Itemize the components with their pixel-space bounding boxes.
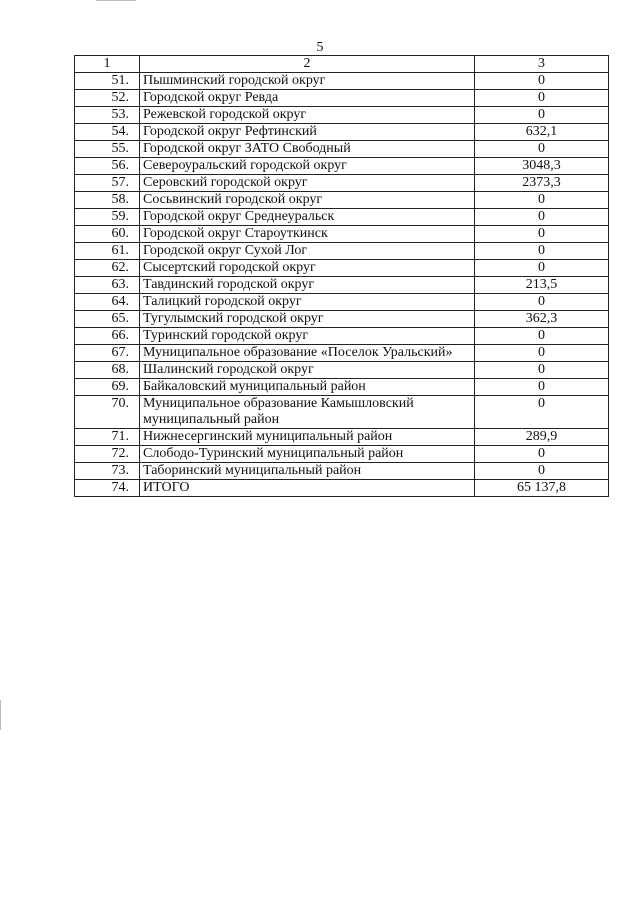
municipality-name-cell: Шалинский городской округ — [140, 362, 475, 379]
table-row — [75, 294, 609, 311]
page-number: 5 — [316, 40, 324, 55]
municipality-name-cell: Нижнесергинский муниципальный район — [140, 429, 475, 446]
table-row — [75, 124, 609, 141]
row-number-cell: 63. — [75, 277, 140, 294]
row-number-cell: 70. — [75, 396, 140, 429]
row-number-cell: 59. — [75, 209, 140, 226]
value-cell: 0 — [475, 90, 609, 107]
row-number-cell: 58. — [75, 192, 140, 209]
row-number-cell: 65. — [75, 311, 140, 328]
municipality-name-cell: Режевской городской округ — [140, 107, 475, 124]
table-row — [75, 73, 609, 90]
municipality-name-cell: Сосьвинский городской округ — [140, 192, 475, 209]
municipality-name-cell: Слободо-Туринский муниципальный район — [140, 446, 475, 463]
table-row — [75, 175, 609, 192]
row-number-cell: 51. — [75, 73, 140, 90]
value-cell: 0 — [475, 192, 609, 209]
table-row — [75, 396, 609, 429]
header-cell-value: 3 — [475, 56, 609, 73]
header-cell-num: 1 — [75, 56, 140, 73]
table-header-row — [75, 56, 609, 73]
row-number-cell: 68. — [75, 362, 140, 379]
value-cell: 0 — [475, 446, 609, 463]
row-number-cell: 74. — [75, 480, 140, 497]
municipality-name-cell: Тавдинский городской округ — [140, 277, 475, 294]
municipality-name-cell: Сысертский городской округ — [140, 260, 475, 277]
value-cell: 0 — [475, 141, 609, 158]
data-table — [74, 55, 609, 497]
value-cell: 0 — [475, 379, 609, 396]
value-cell: 632,1 — [475, 124, 609, 141]
table-row — [75, 429, 609, 446]
municipality-name-cell: Таборинский муниципальный район — [140, 463, 475, 480]
value-cell: 65 137,8 — [475, 480, 609, 497]
table-row — [75, 260, 609, 277]
row-number-cell: 62. — [75, 260, 140, 277]
table-row — [75, 480, 609, 497]
value-cell: 0 — [475, 73, 609, 90]
value-cell: 0 — [475, 107, 609, 124]
table-row — [75, 379, 609, 396]
municipality-name-cell: Пышминский городской округ — [140, 73, 475, 90]
municipality-name-cell: Талицкий городской округ — [140, 294, 475, 311]
row-number-cell: 57. — [75, 175, 140, 192]
row-number-cell: 66. — [75, 328, 140, 345]
value-cell: 0 — [475, 345, 609, 362]
table-row — [75, 158, 609, 175]
value-cell: 0 — [475, 328, 609, 345]
value-cell: 0 — [475, 260, 609, 277]
table-row — [75, 328, 609, 345]
scan-artifact — [96, 0, 136, 1]
row-number-cell: 53. — [75, 107, 140, 124]
value-cell: 0 — [475, 243, 609, 260]
scan-artifact — [0, 700, 1, 730]
row-number-cell: 60. — [75, 226, 140, 243]
table-row — [75, 107, 609, 124]
municipality-name-cell: ИТОГО — [140, 480, 475, 497]
municipality-name-cell: Серовский городской округ — [140, 175, 475, 192]
table-row — [75, 192, 609, 209]
value-cell: 0 — [475, 362, 609, 379]
municipality-name-cell: Тугулымский городской округ — [140, 311, 475, 328]
table-row — [75, 345, 609, 362]
table-row — [75, 243, 609, 260]
municipality-name-cell: Туринский городской округ — [140, 328, 475, 345]
row-number-cell: 56. — [75, 158, 140, 175]
municipality-name-cell: Муниципальное образование Камышловский муниципальный район — [140, 396, 475, 429]
table-row — [75, 90, 609, 107]
row-number-cell: 69. — [75, 379, 140, 396]
municipality-name-cell: Городской округ Ревда — [140, 90, 475, 107]
row-number-cell: 73. — [75, 463, 140, 480]
municipality-name-cell: Байкаловский муниципальный район — [140, 379, 475, 396]
municipality-name-cell: Североуральский городской округ — [140, 158, 475, 175]
municipality-name-cell: Муниципальное образование «Поселок Уральский» — [140, 345, 475, 362]
value-cell: 213,5 — [475, 277, 609, 294]
value-cell: 0 — [475, 226, 609, 243]
row-number-cell: 55. — [75, 141, 140, 158]
municipality-name-cell: Городской округ Староуткинск — [140, 226, 475, 243]
table-row — [75, 362, 609, 379]
row-number-cell: 52. — [75, 90, 140, 107]
municipality-name-cell: Городской округ Рефтинский — [140, 124, 475, 141]
municipality-name-cell: Городской округ ЗАТО Свободный — [140, 141, 475, 158]
value-cell: 0 — [475, 294, 609, 311]
table-row — [75, 311, 609, 328]
table-row — [75, 141, 609, 158]
municipality-name-cell: Городской округ Сухой Лог — [140, 243, 475, 260]
row-number-cell: 61. — [75, 243, 140, 260]
value-cell: 362,3 — [475, 311, 609, 328]
table-row — [75, 226, 609, 243]
table-row — [75, 209, 609, 226]
row-number-cell: 72. — [75, 446, 140, 463]
row-number-cell: 71. — [75, 429, 140, 446]
value-cell: 3048,3 — [475, 158, 609, 175]
row-number-cell: 54. — [75, 124, 140, 141]
table-row — [75, 277, 609, 294]
row-number-cell: 67. — [75, 345, 140, 362]
value-cell: 0 — [475, 209, 609, 226]
municipality-name-cell: Городской округ Среднеуральск — [140, 209, 475, 226]
value-cell: 0 — [475, 396, 609, 429]
header-cell-name: 2 — [140, 56, 475, 73]
table-row — [75, 446, 609, 463]
value-cell: 289,9 — [475, 429, 609, 446]
row-number-cell: 64. — [75, 294, 140, 311]
value-cell: 0 — [475, 463, 609, 480]
value-cell: 2373,3 — [475, 175, 609, 192]
table-row — [75, 463, 609, 480]
